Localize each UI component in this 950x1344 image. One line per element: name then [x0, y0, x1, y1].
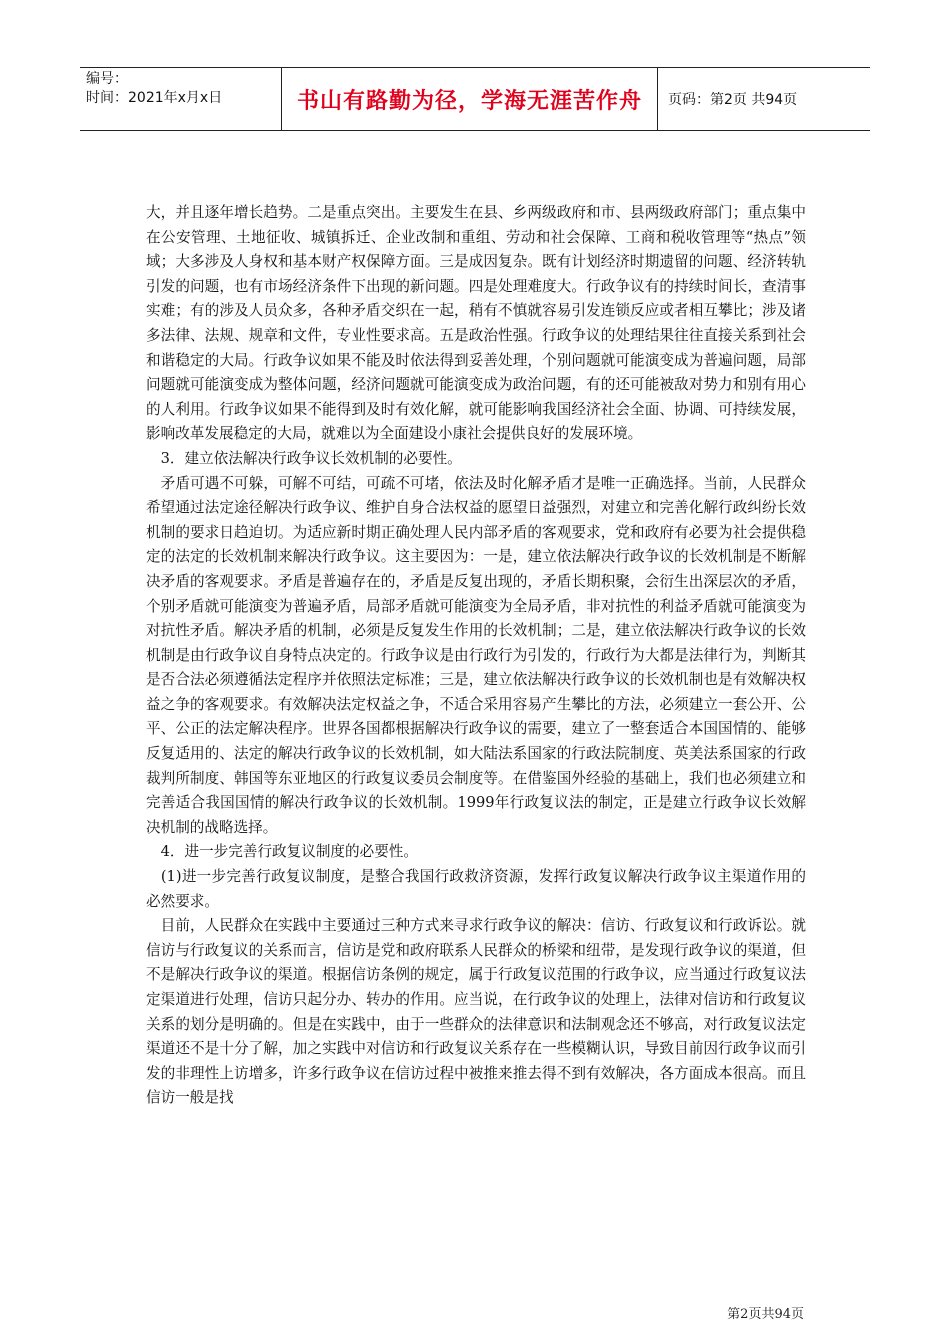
section-heading: 3．建立依法解决行政争议长效机制的必要性。: [146, 449, 462, 467]
document-number-label: 编号：: [86, 71, 128, 87]
header-meta: [80, 68, 282, 130]
header-motto: 书山有路勤为径，学海无涯苦作舟: [282, 68, 658, 130]
header-page-code: 页码：第2页 共94页: [668, 92, 798, 108]
document-body: [146, 201, 806, 1111]
body-paragraph: 大，并且逐年增长趋势。二是重点突出。主要发生在县、乡两级政府和市、县两级政府部门；重点集中在公安管理、土地征收、城镇拆迁、企业改制和重组、劳动和社会保障、工商和税收管理等“热点”领域；大多涉及人身权和基本财产权保障方面。三是成因复杂。既有计划经济时期遗留的问题、经济转轨引发的问题，也有市场经济条件下出现的新问题。四是处理难度大。行政争议有的持续时间长，查清事实难；有的涉及人员众多，各种矛盾交织在一起，稍有不慎就容易引发连锁反应或者相互攀比；涉及诸多法律、法规、规章和文件，专业性要求高。五是政治性强。行政争议的处理结果往往直接关系到社会和谐稳定的大局。行政争议如果不能及时依法得到妥善处理，个别问题就可能演变成为普遍问题，局部问题就可能演变成为整体问题，经济问题就可能演变成为政治问题，有的还可能被敌对势力和别有用心的人利用。行政争议如果不能得到及时有效化解，就可能影响我国经济社会全面、协调、可持续发展，影响改革发展稳定的大局，就难以为全面建设小康社会提供良好的发展环境。: [146, 204, 806, 443]
body-paragraph: 目前，人民群众在实践中主要通过三种方式来寻求行政争议的解决：信访、行政复议和行政诉讼。就信访与行政复议的关系而言，信访是党和政府联系人民群众的桥梁和纽带，是发现行政争议的渠道，但不是解决行政争议的渠道。根据信访条例的规定，属于行政复议范围的行政争议，应当通过行政复议法定渠道进行处理，信访只起分办、转办的作用。应当说，在行政争议的处理上，法律对信访和行政复议关系的划分是明确的。但是在实践中，由于一些群众的法律意识和法制观念还不够高，对行政复议法定渠道还不是十分了解，加之实践中对信访和行政复议关系存在一些模糊认识，导致目前因行政争议而引发的非理性上访增多，许多行政争议在信访过程中被推来推去得不到有效解决，各方面成本很高。而且信访一般是找: [146, 917, 806, 1107]
section-heading: 4．进一步完善行政复议制度的必要性。: [146, 843, 418, 861]
page-footer: 第2页共94页: [727, 1307, 804, 1322]
body-paragraph: (1)进一步完善行政复议制度，是整合我国行政救济资源，发挥行政复议解决行政争议主渠道作用的必然要求。: [146, 868, 806, 910]
document-time-label: 时间：2021年x月x日: [86, 90, 223, 106]
page-header: [80, 67, 870, 131]
body-paragraph: 矛盾可遇不可躲，可解不可结，可疏不可堵，依法及时化解矛盾才是唯一正确选择。当前，人民群众希望通过法定途径解决行政争议、维护自身合法权益的愿望日益强烈，对建立和完善化解行政纠纷长效机制的要求日趋迫切。为适应新时期正确处理人民内部矛盾的客观要求，党和政府有必要为社会提供稳定的法定的长效机制来解决行政争议。这主要因为：一是，建立依法解决行政争议的长效机制是不断解决矛盾的客观要求。矛盾是普遍存在的，矛盾是反复出现的，矛盾长期积聚，会衍生出深层次的矛盾，个别矛盾就可能演变为普遍矛盾，局部矛盾就可能演变为全局矛盾，非对抗性的利益矛盾就可能演变为对抗性矛盾。解决矛盾的机制，必须是反复发生作用的长效机制；二是，建立依法解决行政争议的长效机制是由行政争议自身特点决定的。行政争议是由行政行为引发的，行政行为大都是法律行为，判断其是否合法必须遵循法定程序并依照法定标准；三是，建立依法解决行政争议的长效机制也是有效解决权益之争的客观要求。有效解决法定权益之争，不适合采用容易产生攀比的方法，必须建立一套公开、公平、公正的法定解决程序。世界各国都根据解决行政争议的需要，建立了一整套适合本国国情的、能够反复适用的、法定的解决行政争议的长效机制，如大陆法系国家的行政法院制度、英美法系国家的行政裁判所制度、韩国等东亚地区的行政复议委员会制度等。在借鉴国外经验的基础上，我们也必须建立和完善适合我国国情的解决行政争议的长效机制。1999年行政复议法的制定，正是建立行政争议长效解决机制的战略选择。: [146, 474, 806, 836]
